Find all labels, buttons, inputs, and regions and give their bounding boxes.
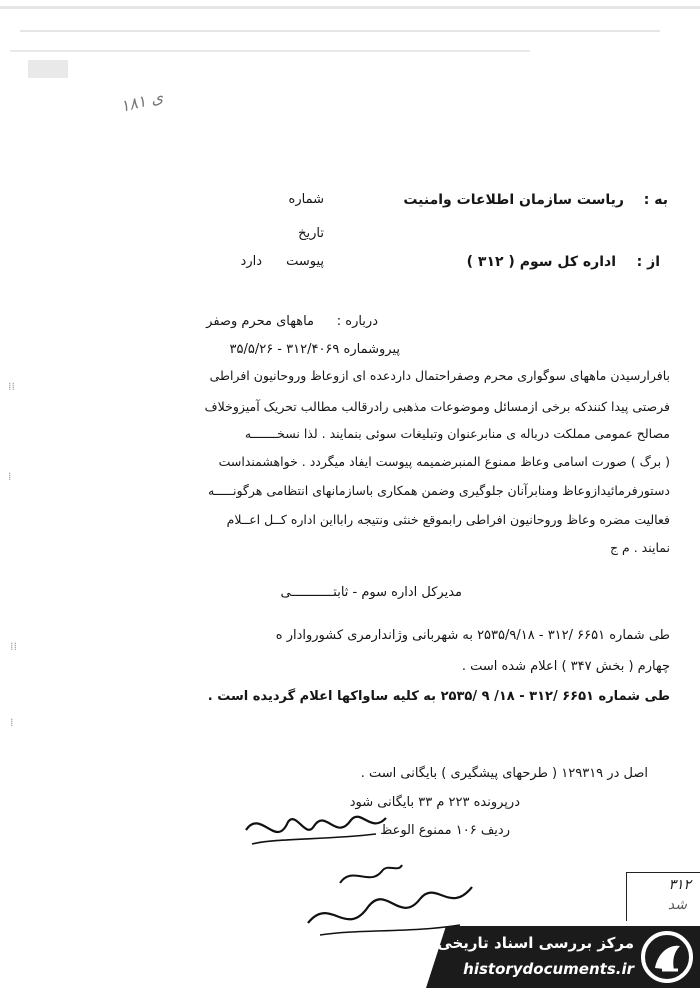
handwritten-top-note: ی ۱۸۱ [118, 87, 166, 116]
scan-noise-top [20, 30, 660, 32]
to-label: به : [643, 192, 668, 208]
attachment-label: پیوست [286, 254, 324, 269]
number-label: شماره [288, 192, 324, 207]
watermark-band [426, 926, 700, 988]
to-value: ریاست سازمان اطلاعات وامنیت [403, 192, 624, 208]
corner-stamp-box [626, 872, 700, 921]
scan-noise-left [28, 60, 68, 78]
director-signature-line: مدیرکل اداره سوم - ثابتـــــــــــی [280, 585, 462, 600]
watermark-title: مرکز بررسی اسناد تاریخی [437, 934, 634, 952]
handwritten-signature [236, 800, 396, 860]
archive-line: درپرونده ۲۲۳ م ۳۳ بایگانی شود [349, 795, 520, 810]
archive-line: ردیف ۱۰۶ ممنوع الوعظ [380, 823, 510, 838]
watermark-url: historydocuments.ir [463, 960, 634, 978]
stamp-word: شد [667, 897, 687, 913]
scan-noise-top [0, 6, 700, 9]
body-line: فرصتی پیدا کنندکه برخی ازمسائل وموضوعات مذهبی رادرقالب مطالب تحریک آمیزوخلاف [204, 399, 670, 414]
archive-line: اصل در ۱۲۹۳۱۹ ( طرحهای پیشگیری ) بایگانی است . [360, 766, 648, 781]
subject-value: ماههای محرم وصفر [206, 314, 314, 329]
date-label: تاریخ [298, 226, 324, 241]
scan-noise-top [10, 50, 530, 52]
margin-mark: ⁞ [10, 716, 14, 729]
body-line: نمایند . م ج [609, 540, 670, 555]
margin-mark: ⁞ [8, 470, 12, 483]
subject-reference: پیروشماره ۳۱۲/۴۰۶۹ - ۳۵/۵/۲۶ [229, 342, 400, 357]
margin-mark: ⁞⁞ [8, 380, 15, 393]
note-line: چهارم ( بخش ۳۴۷ ) اعلام شده است . [461, 659, 670, 674]
body-line: فعالیت مضره وعاظ وروحانیون افراطی رابموقع خنثی ونتیجه رابااین اداره کــل اعــلام [226, 512, 670, 527]
from-value: اداره کل سوم ( ۳۱۲ ) [466, 254, 616, 270]
body-line: دستورفرمائیدازوعاظ ومنابرآنان جلوگیری وضمن همکاری باسازمانهای انتظامی هرگونـــــه [207, 483, 670, 498]
attachment-value: دارد [240, 254, 262, 269]
margin-mark: ⁞⁞ [10, 640, 17, 653]
body-line: ( برگ ) صورت اسامی وعاظ ممنوع المنبرضمیمه پیوست ایفاد میگردد . خواهشمنداست [218, 454, 670, 469]
note-line: طی شماره ۶۶۵۱ /۳۱۲ - ۲۵۳۵/۹/۱۸ به شهربانی وژاندارمری کشوروادار ه [275, 628, 670, 643]
note-line: طی شماره ۶۶۵۱ /۳۱۲ - ۱۸/ ۹ /۲۵۳۵ به کلیه ساواکها اعلام گردیده است . [207, 689, 670, 704]
body-line: بافرارسیدن ماههای سوگواری محرم وصفراحتمال داردعده ای ازوعاظ وروحانیون افراطی [209, 368, 670, 383]
body-line: مصالح عمومی مملکت درباله ی منابرعنوان وتبلیغات سوئی بنمایند . لذا نسخـــــــه [244, 426, 670, 441]
stamp-number: ۳۱۲ [668, 877, 691, 893]
subject-label: درباره : [336, 314, 378, 329]
archive-logo-icon [640, 930, 694, 984]
from-label: از : [636, 254, 660, 270]
